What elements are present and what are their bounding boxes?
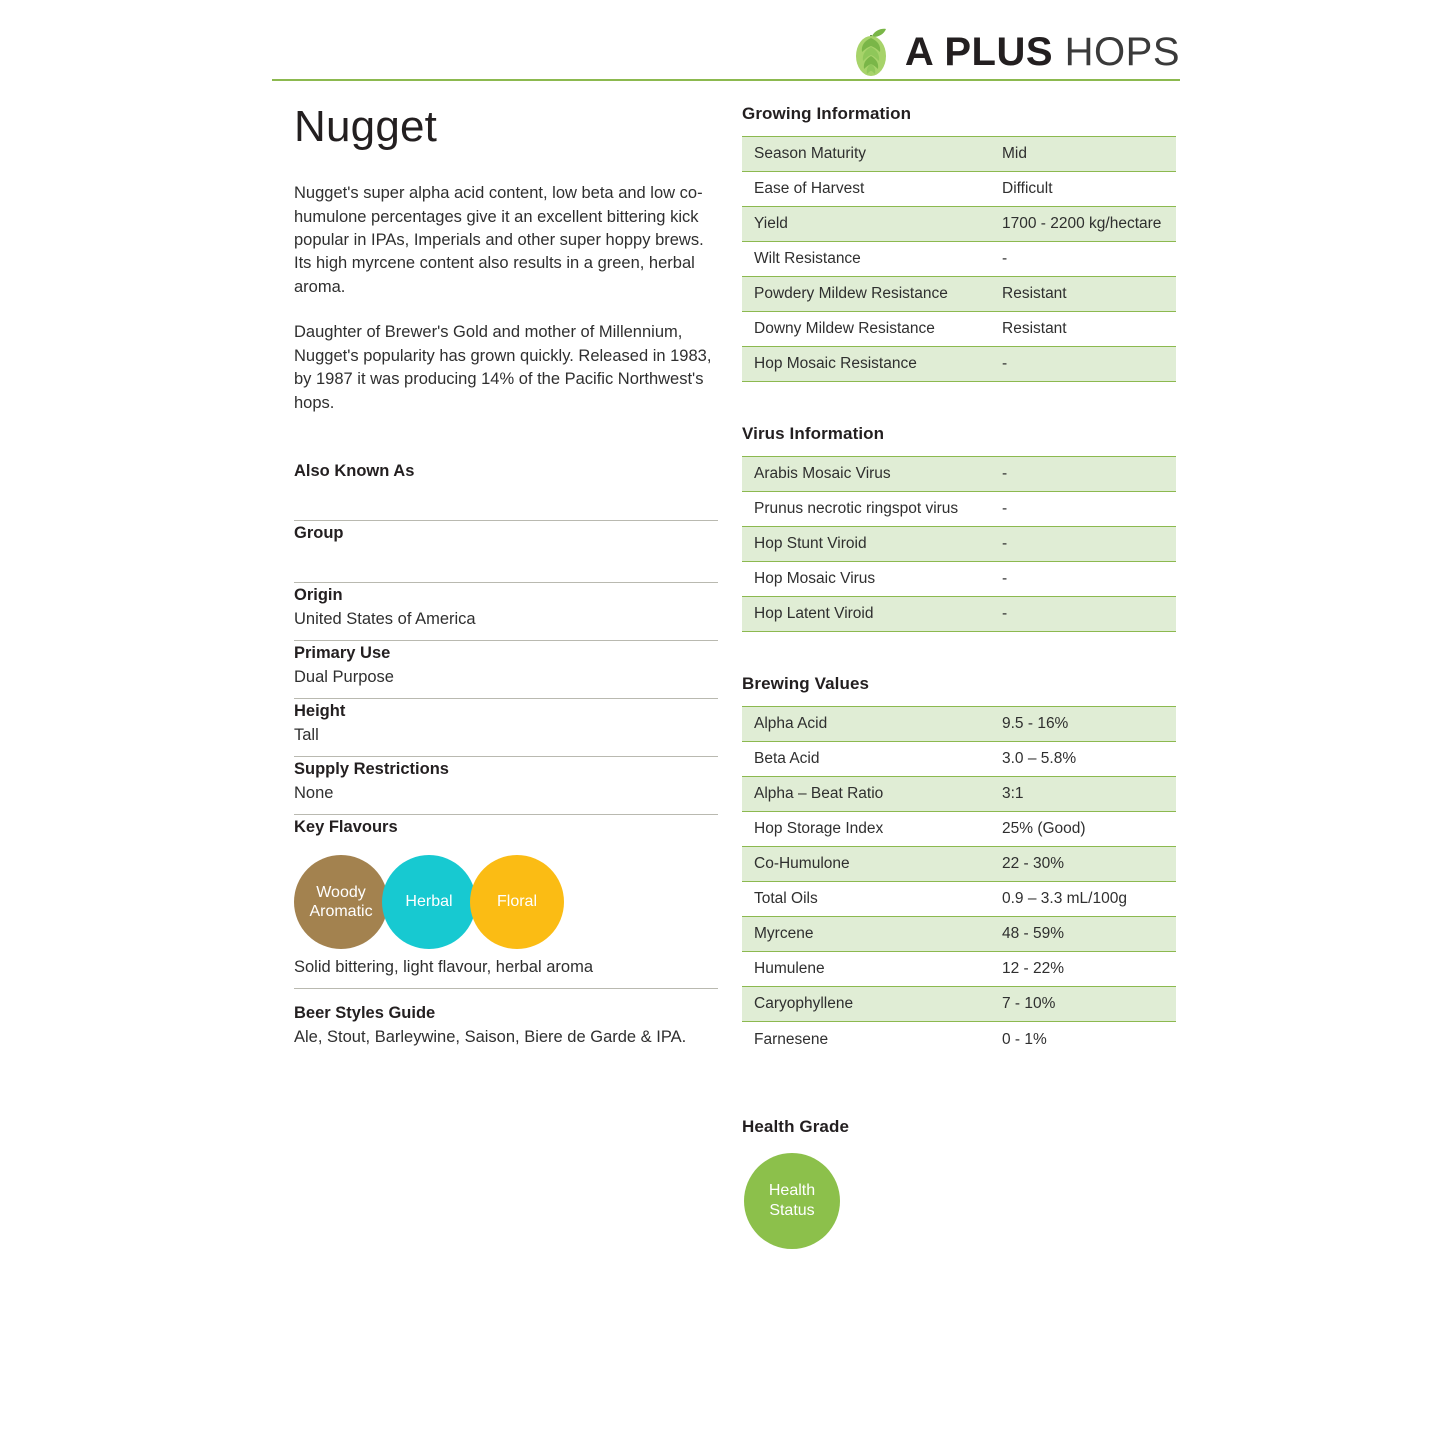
row-key: Powdery Mildew Resistance xyxy=(754,285,948,303)
brand-name-light: HOPS xyxy=(1064,30,1180,74)
row-key: Hop Storage Index xyxy=(754,820,884,838)
right-column xyxy=(742,104,1176,1249)
row-value: 48 - 59% xyxy=(1002,925,1065,943)
row-value: 1700 - 2200 kg/hectare xyxy=(1002,215,1162,233)
table-row xyxy=(742,882,1176,917)
row-key: Alpha – Beat Ratio xyxy=(754,785,884,803)
table-row xyxy=(742,777,1176,812)
key-flavours-section xyxy=(294,815,718,989)
row-key: Hop Mosaic Resistance xyxy=(754,355,917,373)
virus-information-title: Virus Information xyxy=(742,424,885,443)
row-value: - xyxy=(1002,570,1008,588)
row-value: 25% (Good) xyxy=(1002,820,1086,838)
brand-logo xyxy=(849,26,1180,78)
row-key: Hop Mosaic Virus xyxy=(754,570,876,588)
row-key: Myrcene xyxy=(754,925,814,943)
attribute-label: Group xyxy=(294,523,344,542)
attribute-value: Tall xyxy=(294,725,319,744)
table-row xyxy=(742,347,1176,382)
row-value: Resistant xyxy=(1002,285,1067,303)
row-value: 0.9 – 3.3 mL/100g xyxy=(1002,890,1127,908)
table-row xyxy=(742,812,1176,847)
flavour-circle-woody-aromatic: Woody Aromatic xyxy=(294,855,388,949)
description-paragraph-2: Daughter of Brewer's Gold and mother of Millennium, Nugget's popularity has grown quickly. Released in 1983, by 1987 it was producing 14% of the Pacific Northwest's hops. xyxy=(294,323,712,412)
virus-information-table xyxy=(742,456,1176,632)
row-key: Arabis Mosaic Virus xyxy=(754,465,891,483)
table-row xyxy=(742,207,1176,242)
beer-styles-value: Ale, Stout, Barleywine, Saison, Biere de Garde & IPA. xyxy=(294,1027,687,1046)
attribute-value: United States of America xyxy=(294,609,476,628)
row-key: Wilt Resistance xyxy=(754,250,861,268)
attribute-value xyxy=(294,546,718,548)
attribute-list xyxy=(294,459,718,1048)
table-row xyxy=(742,1022,1176,1057)
beer-styles-label: Beer Styles Guide xyxy=(294,1004,436,1023)
brand-wordmark xyxy=(905,32,1180,72)
page-title: Nugget xyxy=(294,102,438,151)
table-row xyxy=(742,172,1176,207)
growing-information-title: Growing Information xyxy=(742,104,912,123)
health-status-badge: Health Status xyxy=(744,1153,840,1249)
attribute-label: Primary Use xyxy=(294,644,391,662)
header-divider xyxy=(272,79,1180,81)
left-column xyxy=(294,104,718,1048)
health-grade-section xyxy=(742,1117,1176,1249)
row-key: Downy Mildew Resistance xyxy=(754,320,935,338)
row-value: Mid xyxy=(1002,145,1027,163)
attribute-group xyxy=(294,521,718,583)
brand-name-bold: A PLUS xyxy=(904,30,1054,74)
table-row xyxy=(742,457,1176,492)
table-row xyxy=(742,277,1176,312)
flavour-circle-row xyxy=(294,852,718,952)
attribute-label: Also Known As xyxy=(294,461,415,480)
attribute-value xyxy=(294,484,718,486)
row-key: Yield xyxy=(754,215,788,233)
table-row xyxy=(742,527,1176,562)
attribute-origin xyxy=(294,583,718,641)
row-key: Caryophyllene xyxy=(754,995,854,1013)
brewing-values-table xyxy=(742,706,1176,1057)
attribute-value: Dual Purpose xyxy=(294,667,394,686)
table-row xyxy=(742,137,1176,172)
attribute-primary-use xyxy=(294,641,718,699)
row-value: 3.0 – 5.8% xyxy=(1002,750,1077,768)
row-key: Prunus necrotic ringspot virus xyxy=(754,500,959,518)
table-row xyxy=(742,742,1176,777)
row-value: - xyxy=(1002,605,1008,623)
row-value: - xyxy=(1002,250,1008,268)
table-row xyxy=(742,597,1176,632)
attribute-height xyxy=(294,699,718,757)
key-flavours-label: Key Flavours xyxy=(294,818,398,837)
row-value: 12 - 22% xyxy=(1002,960,1065,978)
health-grade-title: Health Grade xyxy=(742,1116,850,1136)
attribute-label: Supply Restrictions xyxy=(294,760,449,779)
row-key: Farnesene xyxy=(754,1030,829,1048)
virus-information-section xyxy=(742,424,1176,632)
table-row xyxy=(742,987,1176,1022)
row-key: Hop Latent Viroid xyxy=(754,605,874,623)
row-key: Ease of Harvest xyxy=(754,180,865,198)
table-row xyxy=(742,242,1176,277)
table-row xyxy=(742,847,1176,882)
description-paragraph-1: Nugget's super alpha acid content, low beta and low co-humulone percentages give it an excellent bittering kick popular in IPAs, Imperials and other super hoppy brews. Its high myrcene content also results in a green, herbal aroma. xyxy=(294,184,704,296)
table-row xyxy=(742,707,1176,742)
row-value: - xyxy=(1002,465,1008,483)
row-key: Co-Humulone xyxy=(754,855,850,873)
row-value: 3:1 xyxy=(1002,785,1024,803)
row-key: Alpha Acid xyxy=(754,715,828,733)
row-value: - xyxy=(1002,500,1008,518)
page-header xyxy=(0,0,1445,90)
growing-information-table xyxy=(742,136,1176,382)
hop-cone-icon xyxy=(849,27,893,77)
row-value: - xyxy=(1002,355,1008,373)
table-row xyxy=(742,562,1176,597)
attribute-supply-restrictions xyxy=(294,757,718,815)
row-value: 22 - 30% xyxy=(1002,855,1065,873)
brewing-values-title: Brewing Values xyxy=(742,674,870,693)
attribute-label: Height xyxy=(294,702,346,721)
row-value: Difficult xyxy=(1002,180,1053,198)
row-value: 0 - 1% xyxy=(1002,1030,1047,1048)
flavour-circle-floral: Floral xyxy=(470,855,564,949)
flavour-note: Solid bittering, light flavour, herbal aroma xyxy=(294,957,593,976)
attribute-also-known-as xyxy=(294,459,718,521)
beer-styles-section xyxy=(294,989,718,1048)
row-key: Beta Acid xyxy=(754,750,820,768)
row-value: 9.5 - 16% xyxy=(1002,715,1069,733)
row-value: Resistant xyxy=(1002,320,1067,338)
table-row xyxy=(742,952,1176,987)
row-key: Hop Stunt Viroid xyxy=(754,535,867,553)
row-key: Season Maturity xyxy=(754,145,866,163)
table-row xyxy=(742,312,1176,347)
flavour-circle-herbal: Herbal xyxy=(382,855,476,949)
row-key: Total Oils xyxy=(754,890,818,908)
attribute-label: Origin xyxy=(294,585,343,604)
attribute-value: None xyxy=(294,783,334,802)
growing-information-section xyxy=(742,104,1176,382)
row-value: 7 - 10% xyxy=(1002,995,1056,1013)
row-key: Humulene xyxy=(754,960,825,978)
brewing-values-section xyxy=(742,674,1176,1057)
row-value: - xyxy=(1002,535,1008,553)
table-row xyxy=(742,492,1176,527)
table-row xyxy=(742,917,1176,952)
